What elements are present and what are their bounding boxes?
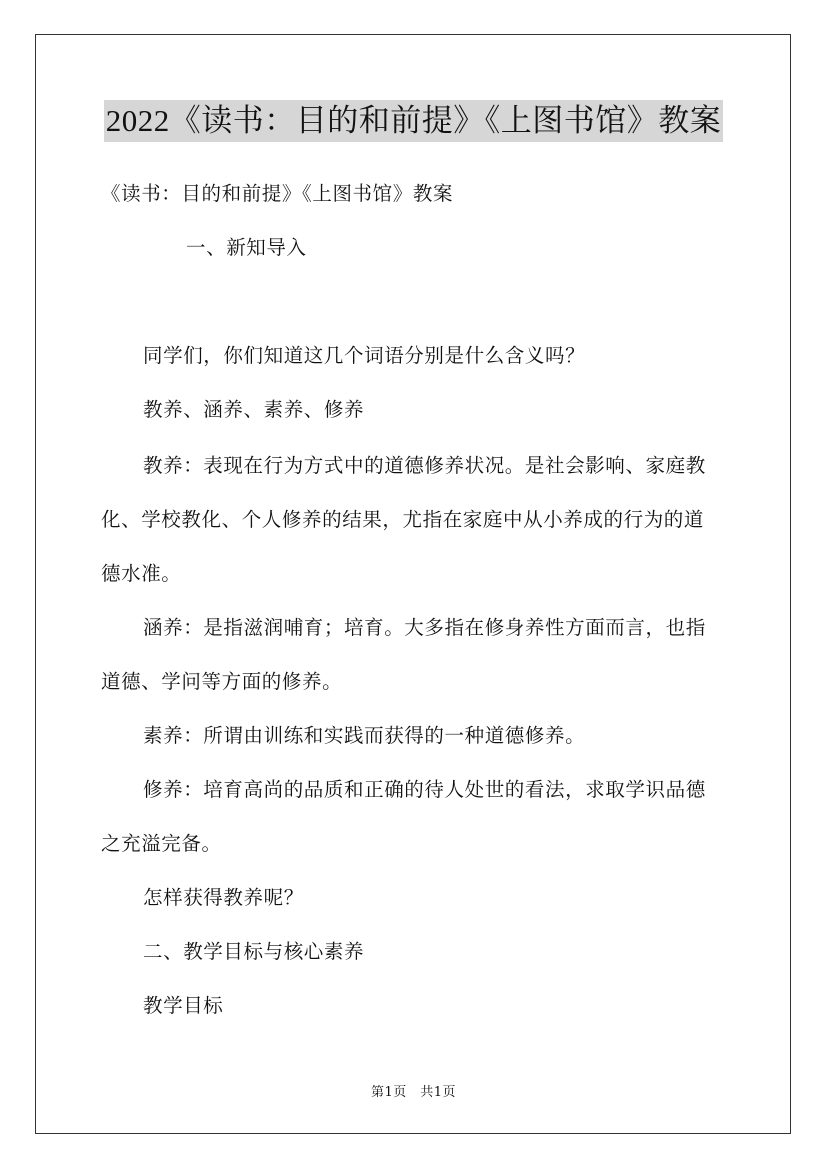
subheading-teaching-objectives: 教学目标 bbox=[143, 994, 224, 1017]
paragraph-terms: 教养、涵养、素养、修养 bbox=[143, 398, 365, 421]
paragraph-jiaoyang-line1: 教养：表现在行为方式中的道德修养状况。是社会影响、家庭教 bbox=[143, 454, 706, 477]
title-container bbox=[0, 100, 827, 142]
document-subtitle: 《读书：目的和前提》《上图书馆》教案 bbox=[101, 182, 454, 205]
page-footer: 第1页 共1页 bbox=[370, 1085, 457, 1100]
paragraph-jiaoyang-line2: 化、学校教化、个人修养的结果，尤指在家庭中从小养成的行为的道 bbox=[101, 508, 705, 531]
paragraph-hanyang-line1: 涵养：是指滋润哺育；培育。大多指在修身养性方面而言，也指 bbox=[143, 616, 706, 639]
paragraph-hanyang-line2: 道德、学问等方面的修养。 bbox=[101, 670, 343, 693]
document-title: 2022《读书：目的和前提》《上图书馆》教案 bbox=[104, 100, 724, 142]
section-heading-objectives: 二、教学目标与核心素养 bbox=[143, 940, 365, 963]
section-heading-new-knowledge: 一、新知导入 bbox=[186, 236, 307, 259]
paragraph-jiaoyang-line3: 德水准。 bbox=[101, 562, 182, 585]
paragraph-xiuyang-line2: 之充溢完备。 bbox=[101, 832, 222, 855]
paragraph-how-to: 怎样获得教养呢？ bbox=[143, 886, 304, 909]
paragraph-xiuyang-line1: 修养：培育高尚的品质和正确的待人处世的看法，求取学识品德 bbox=[143, 778, 706, 801]
paragraph-suyang: 素养：所谓由训练和实践而获得的一种道德修养。 bbox=[143, 724, 586, 747]
paragraph-question: 同学们，你们知道这几个词语分别是什么含义吗？ bbox=[143, 344, 586, 367]
